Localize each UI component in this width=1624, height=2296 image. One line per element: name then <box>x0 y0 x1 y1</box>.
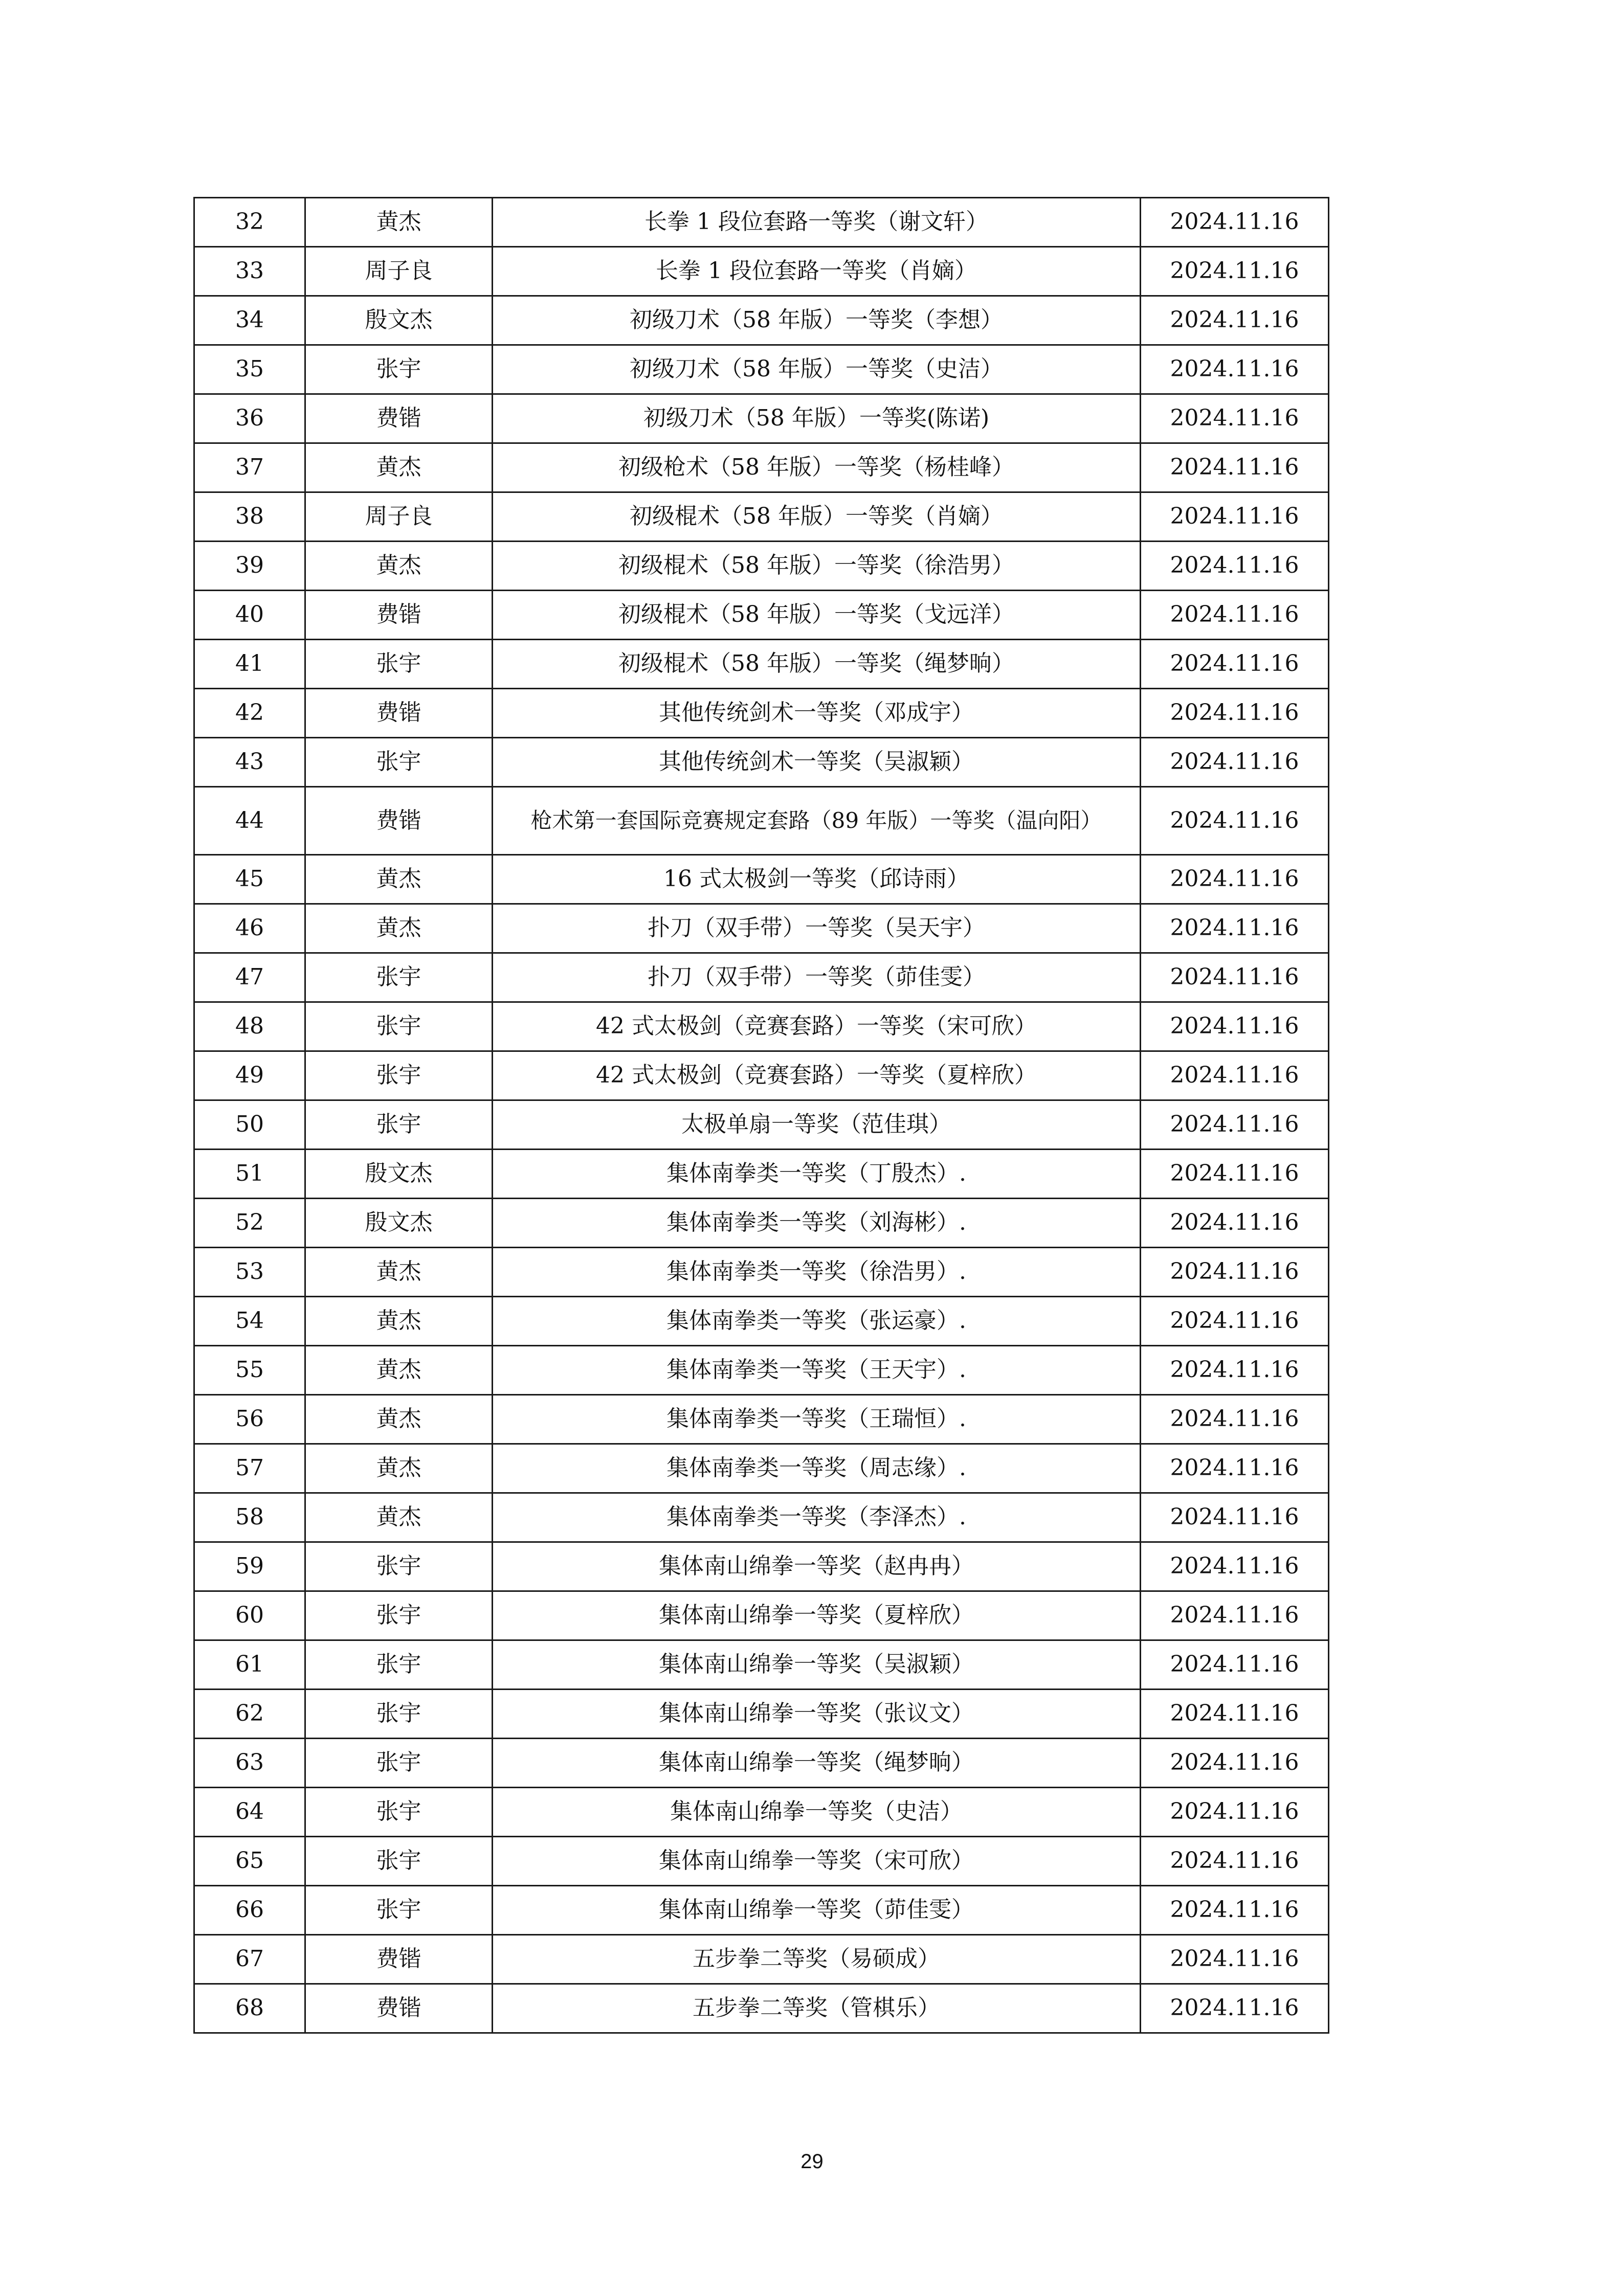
date-cell: 2024.11.16 <box>1141 296 1329 345</box>
row-number-cell: 58 <box>194 1493 305 1542</box>
teacher-cell: 张宇 <box>305 1100 493 1150</box>
teacher-cell: 黄杰 <box>305 1444 493 1493</box>
row-number-cell: 56 <box>194 1395 305 1444</box>
award-cell: 集体南拳类一等奖（刘海彬）. <box>493 1199 1141 1248</box>
row-number-cell: 38 <box>194 492 305 542</box>
table-row <box>194 345 1329 394</box>
award-cell: 16 式太极剑一等奖（邱诗雨） <box>493 855 1141 904</box>
teacher-cell: 张宇 <box>305 1739 493 1788</box>
teacher-cell: 周子良 <box>305 492 493 542</box>
date-cell: 2024.11.16 <box>1141 953 1329 1002</box>
teacher-cell: 黄杰 <box>305 1297 493 1346</box>
date-cell: 2024.11.16 <box>1141 1493 1329 1542</box>
award-table-body <box>194 198 1329 2033</box>
teacher-cell: 费锴 <box>305 1984 493 2033</box>
teacher-cell: 黄杰 <box>305 1346 493 1395</box>
award-cell: 集体南山绵拳一等奖（赵冉冉） <box>493 1542 1141 1591</box>
page-number: 29 <box>800 2150 824 2173</box>
date-cell: 2024.11.16 <box>1141 1690 1329 1739</box>
row-number-cell: 62 <box>194 1690 305 1739</box>
award-cell: 扑刀（双手带）一等奖（茆佳雯） <box>493 953 1141 1002</box>
teacher-cell: 殷文杰 <box>305 1150 493 1199</box>
award-table <box>193 197 1329 2034</box>
award-cell: 长拳 1 段位套路一等奖（肖嫡） <box>493 247 1141 296</box>
award-cell: 初级棍术（58 年版）一等奖（戈远洋） <box>493 591 1141 640</box>
teacher-cell: 张宇 <box>305 640 493 689</box>
table-row <box>194 394 1329 443</box>
table-row <box>194 787 1329 855</box>
teacher-cell: 张宇 <box>305 1690 493 1739</box>
row-number-cell: 36 <box>194 394 305 443</box>
date-cell: 2024.11.16 <box>1141 1248 1329 1297</box>
row-number-cell: 68 <box>194 1984 305 2033</box>
award-cell: 集体南山绵拳一等奖（宋可欣） <box>493 1837 1141 1886</box>
teacher-cell: 张宇 <box>305 953 493 1002</box>
row-number-cell: 50 <box>194 1100 305 1150</box>
date-cell: 2024.11.16 <box>1141 689 1329 738</box>
award-cell: 42 式太极剑（竞赛套路）一等奖（宋可欣） <box>493 1002 1141 1051</box>
date-cell: 2024.11.16 <box>1141 738 1329 787</box>
table-row <box>194 1690 1329 1739</box>
table-row <box>194 1493 1329 1542</box>
table-row <box>194 1984 1329 2033</box>
teacher-cell: 黄杰 <box>305 1493 493 1542</box>
teacher-cell: 张宇 <box>305 1837 493 1886</box>
table-row <box>194 738 1329 787</box>
date-cell: 2024.11.16 <box>1141 1886 1329 1935</box>
date-cell: 2024.11.16 <box>1141 1002 1329 1051</box>
table-row <box>194 1199 1329 1248</box>
date-cell: 2024.11.16 <box>1141 787 1329 855</box>
teacher-cell: 黄杰 <box>305 542 493 591</box>
table-row <box>194 1150 1329 1199</box>
row-number-cell: 52 <box>194 1199 305 1248</box>
row-number-cell: 61 <box>194 1640 305 1690</box>
date-cell: 2024.11.16 <box>1141 1395 1329 1444</box>
date-cell: 2024.11.16 <box>1141 345 1329 394</box>
teacher-cell: 殷文杰 <box>305 1199 493 1248</box>
award-cell: 长拳 1 段位套路一等奖（谢文轩） <box>493 198 1141 247</box>
date-cell: 2024.11.16 <box>1141 1935 1329 1984</box>
teacher-cell: 张宇 <box>305 1542 493 1591</box>
teacher-cell: 张宇 <box>305 1886 493 1935</box>
table-row <box>194 591 1329 640</box>
date-cell: 2024.11.16 <box>1141 1640 1329 1690</box>
table-row <box>194 1935 1329 1984</box>
row-number-cell: 39 <box>194 542 305 591</box>
row-number-cell: 40 <box>194 591 305 640</box>
row-number-cell: 57 <box>194 1444 305 1493</box>
table-row <box>194 1395 1329 1444</box>
award-cell: 初级刀术（58 年版）一等奖（李想） <box>493 296 1141 345</box>
table-row <box>194 1837 1329 1886</box>
row-number-cell: 67 <box>194 1935 305 1984</box>
row-number-cell: 64 <box>194 1788 305 1837</box>
award-cell: 集体南拳类一等奖（张运豪）. <box>493 1297 1141 1346</box>
teacher-cell: 费锴 <box>305 394 493 443</box>
award-cell: 集体南山绵拳一等奖（张议文） <box>493 1690 1141 1739</box>
award-cell: 扑刀（双手带）一等奖（吴天宇） <box>493 904 1141 953</box>
table-row <box>194 492 1329 542</box>
row-number-cell: 53 <box>194 1248 305 1297</box>
date-cell: 2024.11.16 <box>1141 1150 1329 1199</box>
award-cell: 初级棍术（58 年版）一等奖（徐浩男） <box>493 542 1141 591</box>
row-number-cell: 51 <box>194 1150 305 1199</box>
table-row <box>194 1444 1329 1493</box>
date-cell: 2024.11.16 <box>1141 591 1329 640</box>
table-row <box>194 1591 1329 1640</box>
row-number-cell: 46 <box>194 904 305 953</box>
award-cell: 初级棍术（58 年版）一等奖（绳梦晌） <box>493 640 1141 689</box>
date-cell: 2024.11.16 <box>1141 1837 1329 1886</box>
teacher-cell: 周子良 <box>305 247 493 296</box>
row-number-cell: 41 <box>194 640 305 689</box>
teacher-cell: 费锴 <box>305 787 493 855</box>
award-cell: 集体南山绵拳一等奖（绳梦晌） <box>493 1739 1141 1788</box>
date-cell: 2024.11.16 <box>1141 1346 1329 1395</box>
teacher-cell: 黄杰 <box>305 855 493 904</box>
date-cell: 2024.11.16 <box>1141 247 1329 296</box>
date-cell: 2024.11.16 <box>1141 1542 1329 1591</box>
award-cell: 集体南拳类一等奖（王瑞恒）. <box>493 1395 1141 1444</box>
table-row <box>194 247 1329 296</box>
award-cell: 五步拳二等奖（管棋乐） <box>493 1984 1141 2033</box>
row-number-cell: 59 <box>194 1542 305 1591</box>
teacher-cell: 黄杰 <box>305 443 493 492</box>
date-cell: 2024.11.16 <box>1141 1297 1329 1346</box>
date-cell: 2024.11.16 <box>1141 198 1329 247</box>
award-cell: 集体南山绵拳一等奖（史洁） <box>493 1788 1141 1837</box>
row-number-cell: 66 <box>194 1886 305 1935</box>
table-row <box>194 198 1329 247</box>
table-row <box>194 1100 1329 1150</box>
date-cell: 2024.11.16 <box>1141 1051 1329 1100</box>
date-cell: 2024.11.16 <box>1141 1591 1329 1640</box>
award-cell: 初级刀术（58 年版）一等奖(陈诺) <box>493 394 1141 443</box>
table-row <box>194 1886 1329 1935</box>
teacher-cell: 黄杰 <box>305 1395 493 1444</box>
teacher-cell: 张宇 <box>305 1640 493 1690</box>
table-row <box>194 640 1329 689</box>
row-number-cell: 33 <box>194 247 305 296</box>
row-number-cell: 44 <box>194 787 305 855</box>
row-number-cell: 45 <box>194 855 305 904</box>
table-row <box>194 542 1329 591</box>
table-row <box>194 1051 1329 1100</box>
table-row <box>194 1739 1329 1788</box>
teacher-cell: 张宇 <box>305 738 493 787</box>
table-row <box>194 855 1329 904</box>
row-number-cell: 42 <box>194 689 305 738</box>
row-number-cell: 63 <box>194 1739 305 1788</box>
award-cell: 集体南山绵拳一等奖（夏梓欣） <box>493 1591 1141 1640</box>
date-cell: 2024.11.16 <box>1141 394 1329 443</box>
award-cell: 太极单扇一等奖（范佳琪） <box>493 1100 1141 1150</box>
row-number-cell: 54 <box>194 1297 305 1346</box>
table-row <box>194 1248 1329 1297</box>
award-cell: 其他传统剑术一等奖（邓成宇） <box>493 689 1141 738</box>
table-row <box>194 1640 1329 1690</box>
table-row <box>194 1346 1329 1395</box>
date-cell: 2024.11.16 <box>1141 1739 1329 1788</box>
table-row <box>194 1542 1329 1591</box>
table-row <box>194 443 1329 492</box>
teacher-cell: 黄杰 <box>305 904 493 953</box>
award-cell: 集体南山绵拳一等奖（茆佳雯） <box>493 1886 1141 1935</box>
award-cell: 其他传统剑术一等奖（吴淑颖） <box>493 738 1141 787</box>
award-cell: 集体南拳类一等奖（周志缘）. <box>493 1444 1141 1493</box>
date-cell: 2024.11.16 <box>1141 1100 1329 1150</box>
date-cell: 2024.11.16 <box>1141 1788 1329 1837</box>
award-cell: 集体南拳类一等奖（李泽杰）. <box>493 1493 1141 1542</box>
row-number-cell: 35 <box>194 345 305 394</box>
award-cell: 集体南拳类一等奖（徐浩男）. <box>493 1248 1141 1297</box>
row-number-cell: 55 <box>194 1346 305 1395</box>
table-row <box>194 953 1329 1002</box>
row-number-cell: 60 <box>194 1591 305 1640</box>
award-cell: 集体南山绵拳一等奖（吴淑颖） <box>493 1640 1141 1690</box>
row-number-cell: 34 <box>194 296 305 345</box>
teacher-cell: 费锴 <box>305 591 493 640</box>
award-cell: 五步拳二等奖（易硕成） <box>493 1935 1141 1984</box>
date-cell: 2024.11.16 <box>1141 542 1329 591</box>
award-cell: 初级棍术（58 年版）一等奖（肖嫡） <box>493 492 1141 542</box>
award-cell: 初级枪术（58 年版）一等奖（杨桂峰） <box>493 443 1141 492</box>
date-cell: 2024.11.16 <box>1141 855 1329 904</box>
row-number-cell: 47 <box>194 953 305 1002</box>
date-cell: 2024.11.16 <box>1141 443 1329 492</box>
teacher-cell: 张宇 <box>305 1591 493 1640</box>
date-cell: 2024.11.16 <box>1141 1199 1329 1248</box>
teacher-cell: 费锴 <box>305 689 493 738</box>
award-cell: 枪术第一套国际竞赛规定套路（89 年版）一等奖（温向阳） <box>493 787 1141 855</box>
date-cell: 2024.11.16 <box>1141 904 1329 953</box>
row-number-cell: 32 <box>194 198 305 247</box>
table-row <box>194 689 1329 738</box>
teacher-cell: 黄杰 <box>305 1248 493 1297</box>
award-cell: 集体南拳类一等奖（王天宇）. <box>493 1346 1141 1395</box>
teacher-cell: 费锴 <box>305 1935 493 1984</box>
row-number-cell: 43 <box>194 738 305 787</box>
award-cell: 初级刀术（58 年版）一等奖（史洁） <box>493 345 1141 394</box>
teacher-cell: 张宇 <box>305 1051 493 1100</box>
date-cell: 2024.11.16 <box>1141 640 1329 689</box>
table-row <box>194 1788 1329 1837</box>
teacher-cell: 张宇 <box>305 345 493 394</box>
teacher-cell: 殷文杰 <box>305 296 493 345</box>
date-cell: 2024.11.16 <box>1141 1984 1329 2033</box>
date-cell: 2024.11.16 <box>1141 1444 1329 1493</box>
row-number-cell: 37 <box>194 443 305 492</box>
award-cell: 集体南拳类一等奖（丁殷杰）. <box>493 1150 1141 1199</box>
teacher-cell: 黄杰 <box>305 198 493 247</box>
date-cell: 2024.11.16 <box>1141 492 1329 542</box>
table-row <box>194 904 1329 953</box>
row-number-cell: 65 <box>194 1837 305 1886</box>
row-number-cell: 49 <box>194 1051 305 1100</box>
table-row <box>194 1297 1329 1346</box>
table-row <box>194 1002 1329 1051</box>
teacher-cell: 张宇 <box>305 1002 493 1051</box>
row-number-cell: 48 <box>194 1002 305 1051</box>
award-cell: 42 式太极剑（竞赛套路）一等奖（夏梓欣） <box>493 1051 1141 1100</box>
table-row <box>194 296 1329 345</box>
teacher-cell: 张宇 <box>305 1788 493 1837</box>
